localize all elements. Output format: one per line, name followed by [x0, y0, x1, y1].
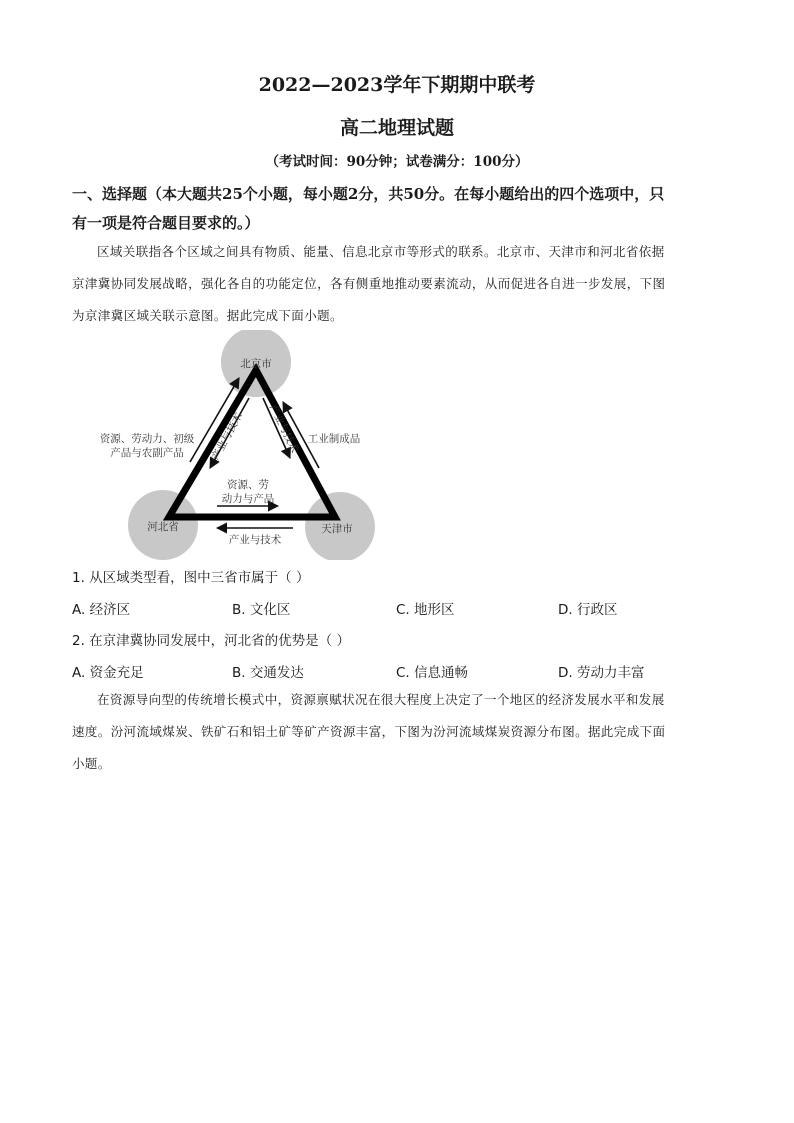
exam-subject: 高二地理试题: [339, 117, 454, 139]
beijing-label: 北京市: [240, 358, 272, 370]
section-heading: [72, 180, 722, 238]
question-1-option-c[interactable]: C. 地形区: [396, 602, 455, 618]
hebei-to-tianjin-label-1: 资源、劳: [227, 479, 269, 491]
tianjin-label: 天津市: [321, 523, 353, 535]
passage-2-line-3: 小题。: [72, 756, 111, 771]
question-2-option-d[interactable]: D. 劳动力丰富: [558, 665, 645, 681]
tianjin-to-beijing-label: 工业制成品: [307, 433, 361, 445]
section-heading-line-2: 有一项是符合题目要求的。）: [72, 214, 260, 232]
question-2-stem: 2. 在京津冀协同发展中，河北省的优势是（ ）: [72, 633, 350, 649]
question-1-stem: 1. 从区域类型看，图中三省市属于（ ）: [72, 570, 310, 586]
hebei-label: 河北省: [147, 521, 179, 533]
beijing-to-tianjin-label: 产业与技术: [266, 402, 301, 455]
hebei-to-tianjin-label-2: 动力与产品: [221, 493, 275, 505]
question-1-option-b[interactable]: B. 文化区: [232, 602, 291, 618]
question-1-option-d[interactable]: D. 行政区: [558, 602, 618, 618]
passage-1: [72, 236, 722, 332]
passage-2: [72, 684, 722, 780]
question-2-option-c[interactable]: C. 信息通畅: [396, 665, 469, 681]
beijing-to-hebei-label: 产业与技术: [209, 410, 245, 463]
region-linkage-diagram: [85, 330, 395, 560]
passage-2-line-2: 速度。汾河流域煤炭、铁矿石和铝土矿等矿产资源丰富，下图为汾河流域煤炭资源分布图。据此完成下面: [72, 724, 666, 739]
passage-1-line-3: 为京津冀区域关联示意图。据此完成下面小题。: [72, 308, 343, 323]
question-2-option-a[interactable]: A. 资金充足: [72, 665, 144, 681]
section-heading-line-1: 一、选择题（本大题共25个小题，每小题2分，共50分。在每小题给出的四个选项中，只: [72, 185, 665, 203]
hebei-to-beijing-label-2: 产品与农副产品: [110, 447, 184, 459]
hebei-to-beijing-label-1: 资源、劳动力、初级: [99, 433, 195, 445]
question-2-option-b[interactable]: B. 交通发达: [232, 665, 304, 681]
passage-1-line-1: 区域关联指各个区域之间具有物质、能量、信息北京市等形式的联系。北京市、天津市和河北省依据: [97, 244, 665, 259]
passage-2-line-1: 在资源导向型的传统增长模式中，资源禀赋状况在很大程度上决定了一个地区的经济发展水平和发展: [97, 692, 665, 707]
exam-info: （考试时间：90分钟；试卷满分：100分）: [265, 154, 529, 170]
tianjin-to-hebei-label: 产业与技术: [228, 534, 282, 546]
exam-title: 2022—2023学年下期期中联考: [258, 74, 536, 96]
passage-1-line-2: 京津冀协同发展战略，强化各自的功能定位，各有侧重地推动要素流动，从而促进各自进一步发展，下图: [72, 276, 666, 291]
question-1-option-a[interactable]: A. 经济区: [72, 602, 131, 618]
